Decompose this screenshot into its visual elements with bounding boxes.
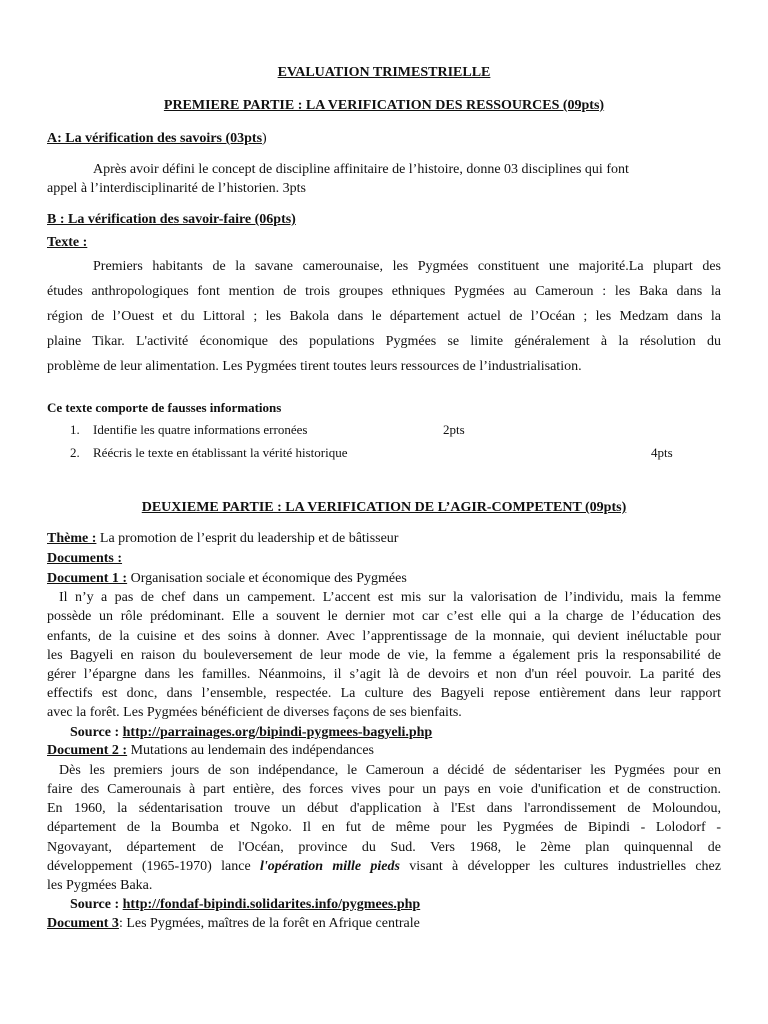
texte-line-2: études anthropologiques font mention de trois groupes ethniques Pygmées au Cameroun : les Baka dans la [47,284,721,299]
doc2-operation-name: l'opération mille pieds [260,859,400,874]
texte-line-4: plaine Tikar. L'activité économique des populations Pygmées se limite généralement à la résolution du [47,334,721,349]
documents-label: Documents : [47,551,123,566]
task-1-points: 2pts [443,422,465,437]
task-2-text: Réécris le texte en établissant la vérité historique [93,445,348,460]
texte-label: Texte : [47,235,88,250]
doc1-source-label: Source : [70,725,123,740]
doc2-line-4: département de la Boumba et Ngoko. Il en fut de même pour les Pygmées de Bipindi - Lolodorf - [47,820,721,835]
doc2-label: Document 2 : [47,743,128,758]
task-2-points: 4pts [651,445,673,460]
doc2-line-3: En 1960, la sédentarisation trouve un début d'application à l'Est dans l'arrondissement de Moloundou, [47,801,721,816]
doc1-line-7: avec la forêt. Les Pygmées bénéficient de diverses façons de ses bienfaits. [47,705,462,720]
task-1-text: Identifie les quatre informations erronées [93,422,308,437]
doc2-title: Mutations au lendemain des indépendances [127,743,374,758]
doc2-line-1: Dès les premiers jours de son indépendance, le Cameroun a décidé de sédentariser les Pygmées pour en [59,763,721,778]
doc1-title: Organisation sociale et économique des Pygmées [127,571,407,586]
theme-text: La promotion de l’esprit du leadership et de bâtisseur [96,531,399,546]
doc1-line-4: les Bagyeli en raison du bouleversement de leur mode de vie, la femme a également pris la responsabilité de [47,648,721,663]
doc1-line-3: enfants, de la cuisine et des soins à donner. Avec l’apprentissage de la monnaie, qui devient inéluctable pour [47,629,721,644]
doc1-line-2: possède un rôle prédominant. Elle a souvent le dernier mot car c’est elle qui a la charge de l’éducation des [47,609,721,624]
section-b-label: B : La vérification des savoir-faire (06pts) [47,212,296,227]
doc1-source-link[interactable]: http://parrainages.org/bipindi-pygmees-bagyeli.php [122,725,433,740]
doc2-source-label: Source : [70,897,123,912]
question-line-2: appel à l’interdisciplinarité de l’historien. 3pts [47,181,306,196]
doc1-label: Document 1 : [47,571,128,586]
doc2-heading [47,742,374,759]
texte-line-1: Premiers habitants de la savane camerounaise, les Pygmées constituent une majorité.La plupart des [93,259,721,274]
part1-heading: PREMIERE PARTIE : LA VERIFICATION DES RESSOURCES (09pts) [163,98,605,113]
doc1-source [70,724,432,741]
doc2-line-6a: développement (1965-1970) lance [47,859,260,874]
texte-line-3: région de l’Ouest et du Littoral ; les Bakola dans le département actuel de l’Océan ; les Medzam dans la [47,309,721,324]
instruction: Ce texte comporte de fausses informations [47,400,282,415]
section-a-label: A: La vérification des savoirs (03pts [47,131,263,146]
doc2-line-5: Ngovayant, département de l'Océan, province du Sud. Vers 1968, le 2ème plan quinquennal de [47,840,721,855]
section-a-paren: ) [262,131,267,146]
section-a-heading [47,130,267,147]
doc2-source-link[interactable]: http://fondaf-bipindi.solidarites.info/pygmees.php [122,897,421,912]
doc2-line-6b: visant à développer les cultures industrielles chez [399,859,721,874]
doc3-heading [47,915,420,932]
doc2-line-6 [47,858,721,875]
doc1-line-6: effectifs est donc, dans l’ensemble, respectée. La culture des Bagyeli repose entièrement dans leur rapport [47,686,721,701]
doc1-line-1: Il n’y a pas de chef dans un campement. L’accent est mis sur la valorisation de l’individu, mais la femme [59,590,721,605]
doc1-line-5: gérer l’épargne dans les familles. Néanmoins, il s’agit là de devoirs et non d'un réel pouvoir. La parité des [47,667,721,682]
doc3-label: Document 3 [47,916,119,931]
question-line-1: Après avoir défini le concept de discipline affinitaire de l’histoire, donne 03 disciplines qui font [93,162,629,177]
doc2-source [70,896,420,913]
doc2-line-7: les Pygmées Baka. [47,878,153,893]
theme-label: Thème : [47,531,97,546]
doc2-line-2: faire des Camerounais à part entière, des forces vives pour un pays en voie d'unification et de construction. [47,782,721,797]
part2-heading: DEUXIEME PARTIE : LA VERIFICATION DE L’AGIR-COMPETENT (09pts) [141,500,627,515]
doc1-heading [47,570,407,587]
doc3-title: : Les Pygmées, maîtres de la forêt en Afrique centrale [118,916,420,931]
texte-line-5: problème de leur alimentation. Les Pygmées tirent toutes leurs ressources de l’industrialisation. [47,359,582,374]
theme-line [47,530,398,547]
task-2-num: 2. [70,445,80,460]
page-title: EVALUATION TRIMESTRIELLE [277,65,491,80]
task-1-num: 1. [70,422,80,437]
